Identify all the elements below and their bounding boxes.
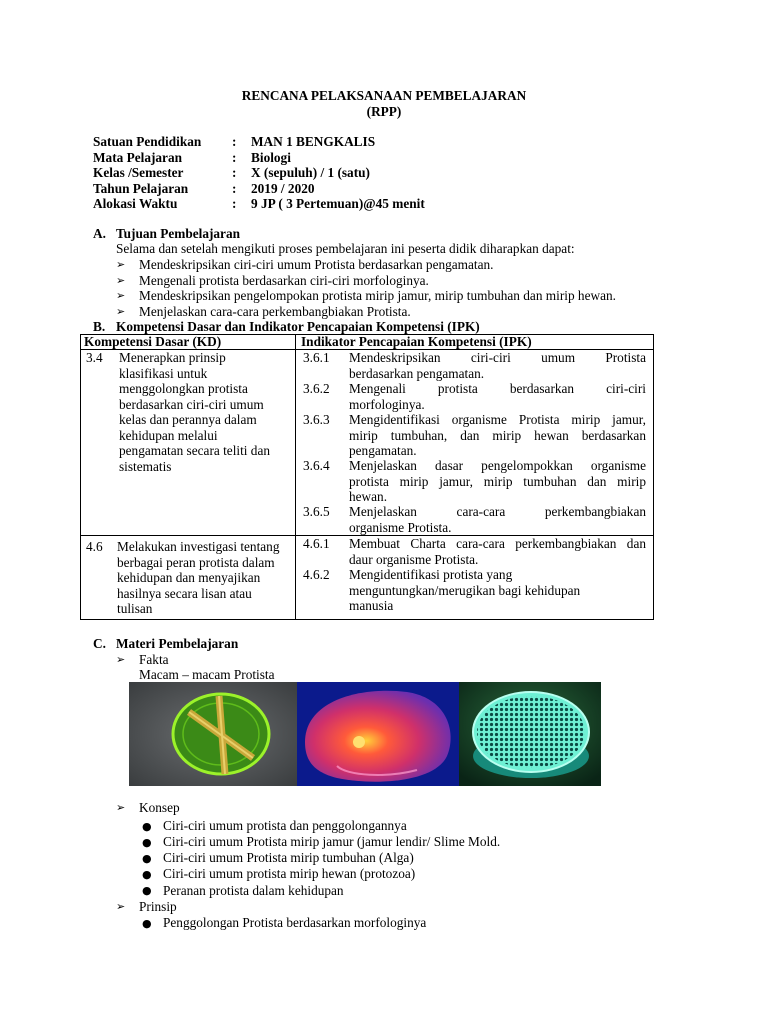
protist-photo-radial-diatom [459,682,601,786]
ipk-text: Mendeskripsikan ciri-ciri umum Protista berdasarkan pengamatan. [349,350,646,381]
ipk-number: 3.6.3 [303,412,330,427]
arrow-bullet-icon: ➢ [116,900,126,913]
identity-value: 2019 / 2020 [251,181,315,196]
ipk-number: 4.6.1 [303,536,330,551]
ipk-number: 3.6.4 [303,458,330,473]
page-subtitle: (RPP) [366,104,402,119]
kd-number: 3.4 [86,350,103,365]
identity-value: Biologi [251,150,291,165]
arrow-bullet-icon: ➢ [116,653,126,666]
identity-value: X (sepuluh) / 1 (satu) [251,165,370,180]
ipk-text: Mengenali protista berdasarkan ciri-ciri morfologinya. [349,381,646,412]
identity-label: Tahun Pelajaran [93,181,189,196]
table-header-kd: Kompetensi Dasar (KD) [84,334,222,349]
section-c-letter: C. [93,636,106,651]
ipk-number: 3.6.2 [303,381,330,396]
objective-item: Mendeskripsikan pengelompokan protista mirip jamur, mirip tumbuhan dan mirip hewan. [139,288,616,303]
konsep-item: Peranan protista dalam kehidupan [163,883,344,898]
section-a-letter: A. [93,226,106,241]
ipk-number: 4.6.2 [303,567,330,582]
identity-colon: : [232,181,237,196]
ipk-text: Menjelaskan cara-cara perkembangbiakan organisme Protista. [349,504,646,535]
konsep-item: Ciri-ciri umum protista dan penggolongannya [163,818,407,833]
bullet-icon: ● [142,884,152,897]
prinsip-item: Penggolongan Protista berdasarkan morfologinya [163,915,427,930]
fakta-label: Fakta [139,652,169,667]
table-header-ipk: Indikator Pencapaian Kompetensi (IPK) [301,334,532,349]
konsep-item: Ciri-ciri umum protista mirip hewan (protozoa) [163,866,416,881]
ipk-text: Menjelaskan dasar pengelompokkan organisme protista mirip jamur, mirip tumbuhan dan mirip hewan. [349,458,646,504]
protist-photo-diatom-cross [129,682,297,786]
identity-value: MAN 1 BENGKALIS [251,134,376,149]
page-title: RENCANA PELAKSANAAN PEMBELAJARAN [241,88,527,103]
kd-number: 4.6 [86,539,103,554]
identity-label: Alokasi Waktu [93,196,178,211]
objective-item: Mendeskripsikan ciri-ciri umum Protista berdasarkan pengamatan. [139,257,494,272]
section-b-letter: B. [93,319,106,334]
bullet-icon: ● [142,917,152,930]
identity-label: Kelas /Semester [93,165,184,180]
section-b-heading: Kompetensi Dasar dan Indikator Pencapaian Kompetensi (IPK) [116,319,480,334]
section-a-heading: Tujuan Pembelajaran [116,226,240,241]
section-c-heading: Materi Pembelajaran [116,636,239,651]
objective-item: Mengenali protista berdasarkan ciri-ciri morfologinya. [139,273,429,288]
arrow-bullet-icon: ➢ [116,801,126,814]
bullet-icon: ● [142,868,152,881]
fakta-caption: Macam – macam Protista [139,667,275,682]
identity-label: Satuan Pendidikan [93,134,202,149]
protist-photo-foraminifera [297,682,459,786]
identity-colon: : [232,150,237,165]
identity-colon: : [232,134,237,149]
ipk-text: Membuat Charta cara-cara perkembangbiakan dan daur organisme Protista. [349,536,646,567]
section-a-intro: Selama dan setelah mengikuti proses pembelajaran ini peserta didik diharapkan dapat: [116,241,575,256]
konsep-label: Konsep [139,800,180,815]
ipk-number: 3.6.5 [303,504,330,519]
identity-colon: : [232,196,237,211]
prinsip-label: Prinsip [139,899,177,914]
arrow-bullet-icon: ➢ [116,289,126,302]
objective-item: Menjelaskan cara-cara perkembangbiakan Protista. [139,304,411,319]
bullet-icon: ● [142,852,152,865]
arrow-bullet-icon: ➢ [116,305,126,318]
kd-text: Menerapkan prinsip klasifikasi untuk menggolongkan protista berdasarkan ciri-ciri umum kelas dan perannya dalam kehidupan melalui pengamatan secara teliti dan sistematis [119,350,270,474]
identity-label: Mata Pelajaran [93,150,182,165]
identity-value: 9 JP ( 3 Pertemuan)@45 menit [251,196,425,211]
ipk-text: Mengidentifikasi organisme Protista mirip jamur, mirip tumbuhan, dan mirip hewan berdasarkan pengamatan. [349,412,646,458]
arrow-bullet-icon: ➢ [116,258,126,271]
ipk-number: 3.6.1 [303,350,330,365]
konsep-item: Ciri-ciri umum Protista mirip jamur (jamur lendir/ Slime Mold. [163,834,501,849]
identity-colon: : [232,165,237,180]
ipk-text: Mengidentifikasi protista yang menguntungkan/merugikan bagi kehidupan manusia [349,567,581,613]
bullet-icon: ● [142,820,152,833]
bullet-icon: ● [142,836,152,849]
kd-text: Melakukan investigasi tentang berbagai peran protista dalam kehidupan dan menyajikan hasilnya secara lisan atau tulisan [117,539,280,616]
arrow-bullet-icon: ➢ [116,274,126,287]
konsep-item: Ciri-ciri umum Protista mirip tumbuhan (Alga) [163,850,414,865]
